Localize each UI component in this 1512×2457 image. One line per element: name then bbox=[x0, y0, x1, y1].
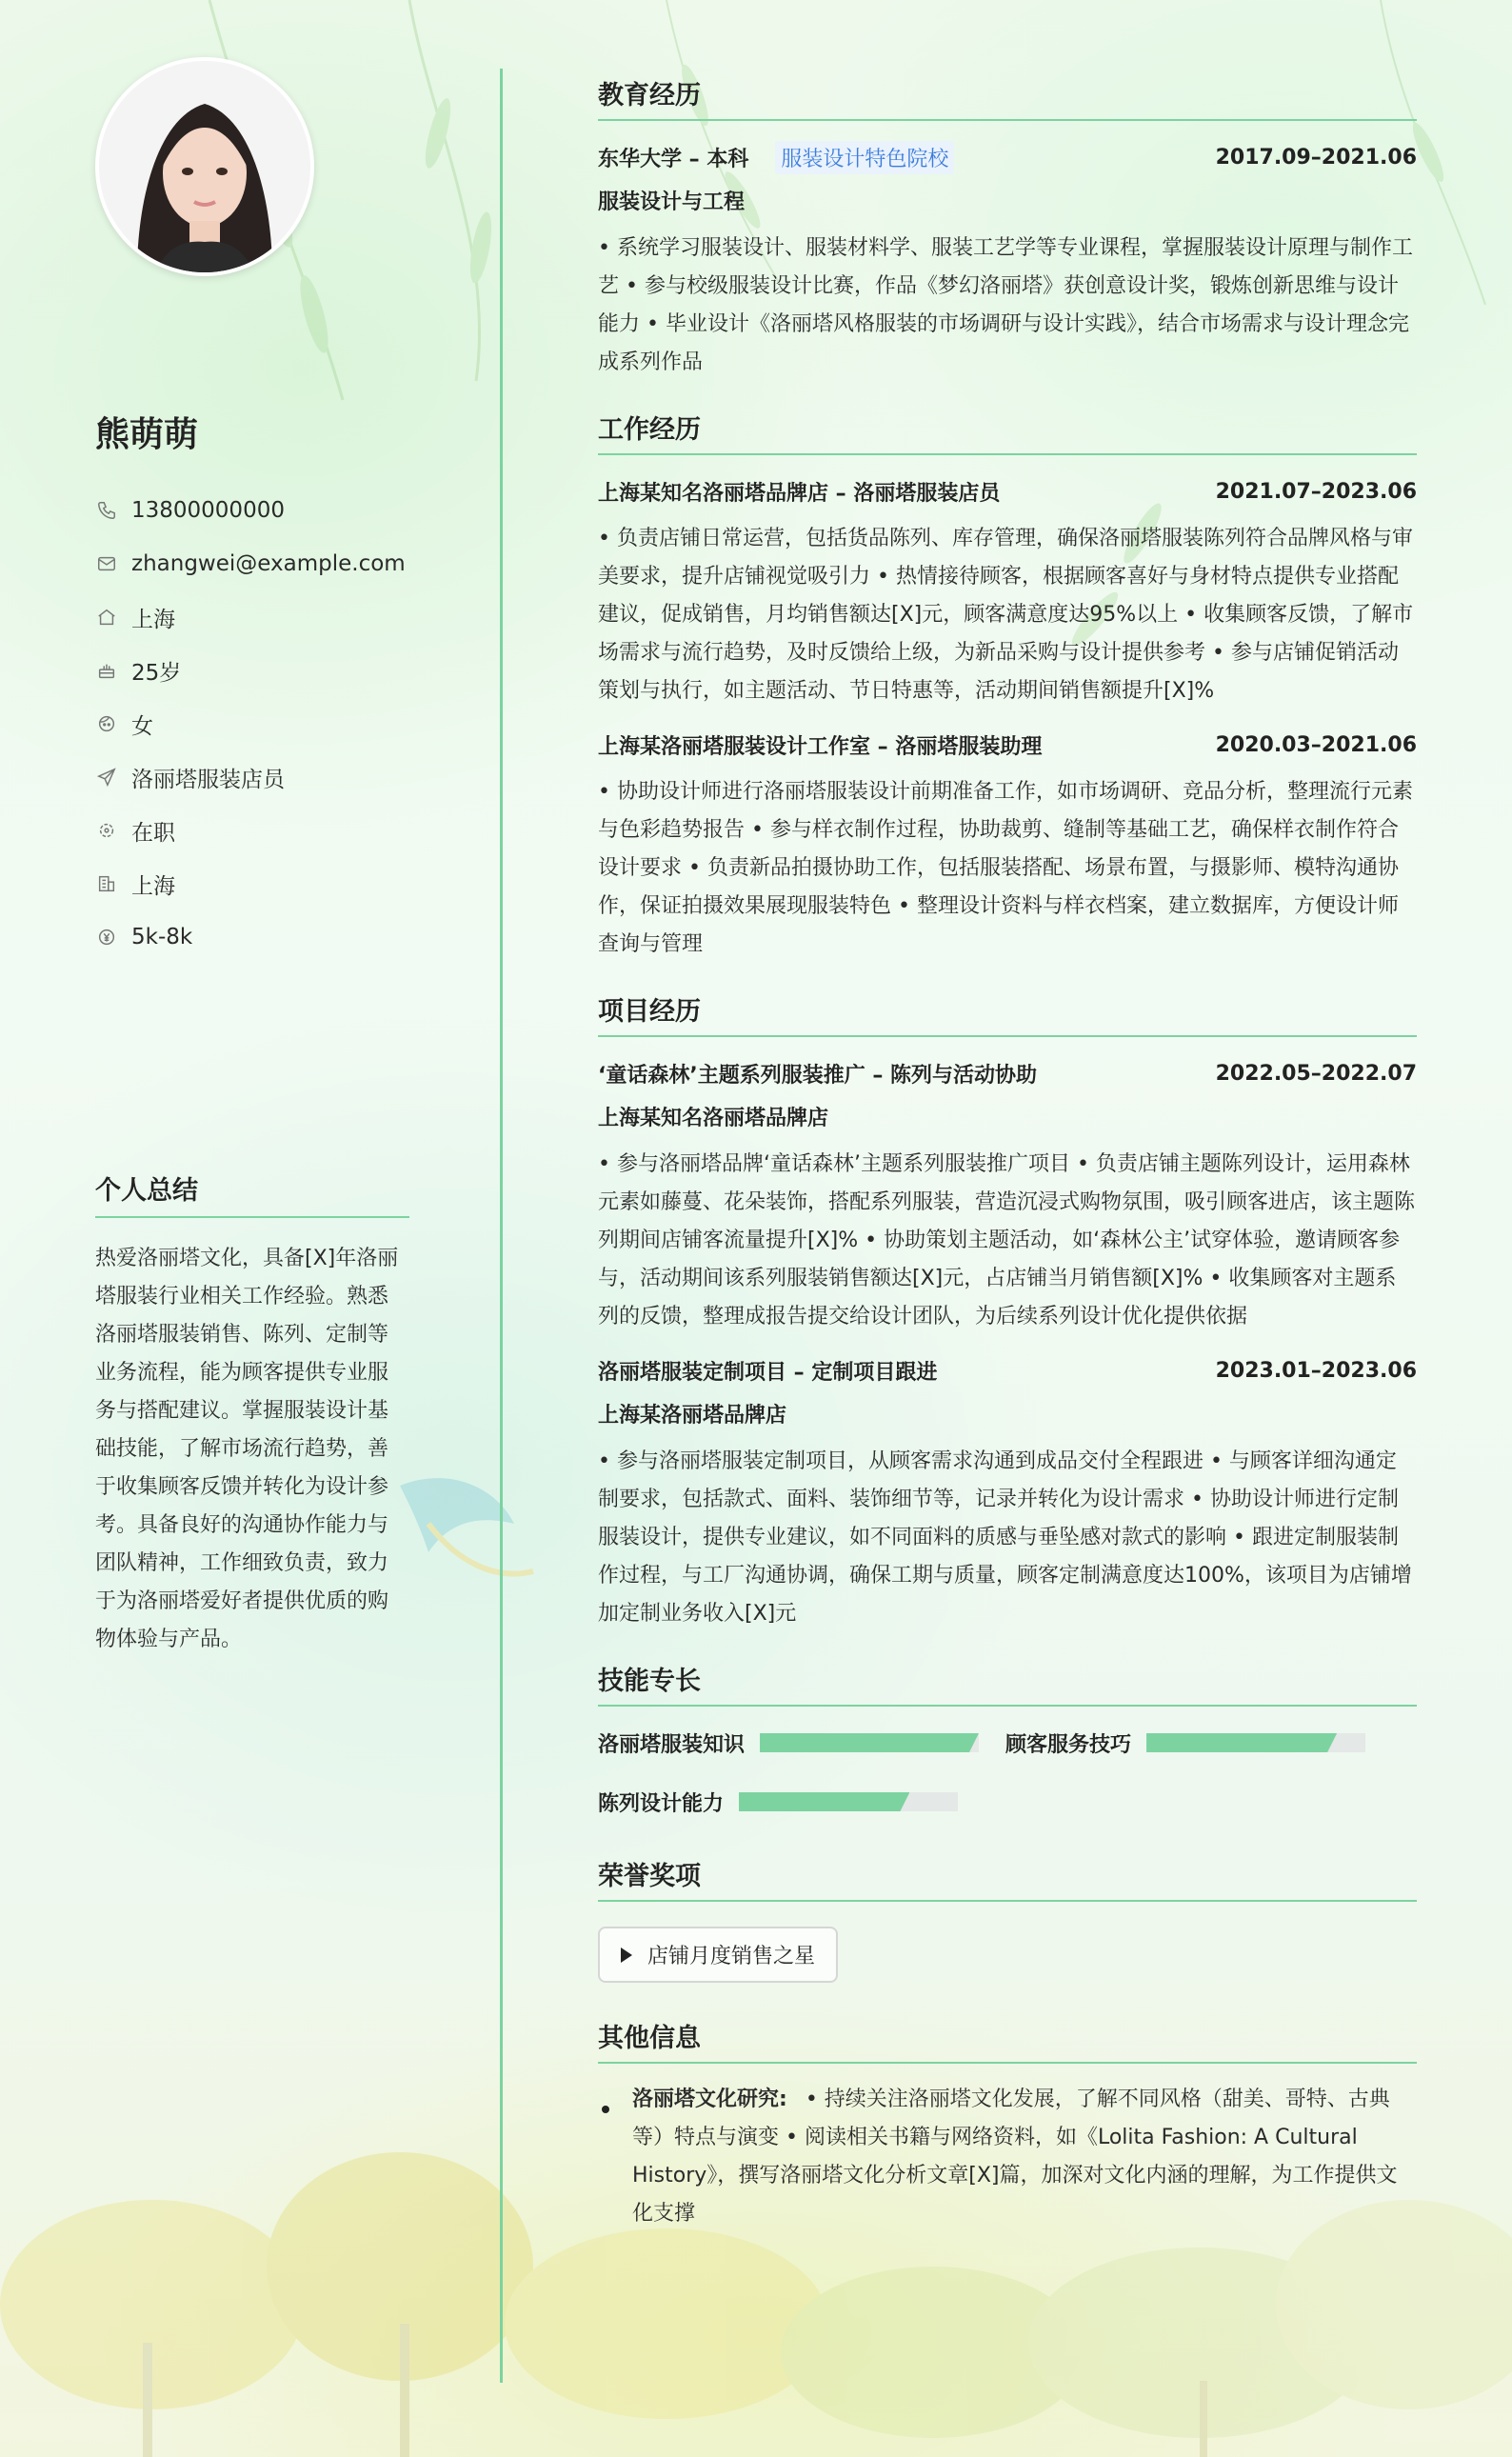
project-org: 上海某洛丽塔品牌店 bbox=[598, 1404, 787, 1428]
project-section bbox=[598, 990, 1417, 1633]
project-header bbox=[598, 1054, 1417, 1092]
avatar bbox=[95, 57, 314, 276]
awards-section bbox=[598, 1855, 1417, 1983]
summary-text: 热爱洛丽塔文化，具备[X]年洛丽塔服装行业相关工作经验。熟悉洛丽塔服装销售、陈列、定制等业务流程，能为顾客提供专业服务与搭配建议。掌握服装设计基础技能，了解市场流行趋势，善于收集顾客反馈并转化为设计参考。具备良好的沟通协作能力与团队精神，工作细致负责，致力于为洛丽塔爱好者提供优质的购物体验与产品。 bbox=[95, 1247, 399, 1651]
mail-icon bbox=[95, 552, 118, 575]
section-title: 工作经历 bbox=[598, 409, 1417, 455]
award-label: 店铺月度销售之星 bbox=[647, 1945, 816, 1968]
status-icon bbox=[95, 819, 118, 842]
cake-icon bbox=[95, 659, 118, 682]
work-description: • 协助设计师进行洛丽塔服装设计前期准备工作，如市场调研、竞品分析，整理流行元素与色彩趋势报告 • 参与样衣制作过程，协助裁剪、缝制等基础工艺，确保样衣制作符合设计要求 • 负责新品拍摄协助工作，包括服装搭配、场景布置，与摄影师、模特沟通协作，保证拍摄效果展现服装特色 • 整理设计资料与样衣档案，建立数据库，方便设计师查询与管理 bbox=[598, 780, 1413, 956]
play-icon bbox=[621, 1948, 632, 1963]
company-title: 上海某知名洛丽塔品牌店 – 洛丽塔服装店员 bbox=[598, 481, 1001, 506]
project-date: 2022.05–2022.07 bbox=[1215, 1061, 1417, 1086]
info-email bbox=[95, 537, 406, 590]
education-date: 2017.09–2021.06 bbox=[1215, 145, 1417, 170]
info-phone bbox=[95, 484, 406, 537]
work-header bbox=[598, 472, 1417, 510]
summary-heading: 个人总结 bbox=[95, 1169, 409, 1218]
candidate-name: 熊萌萌 bbox=[95, 415, 199, 454]
info-text: 5k-8k bbox=[131, 925, 193, 949]
avatar-portrait bbox=[99, 61, 310, 272]
skill-bar bbox=[760, 1733, 979, 1752]
work-header bbox=[598, 726, 1417, 764]
skill-name: 陈列设计能力 bbox=[598, 1791, 725, 1816]
info-text: 上海 bbox=[131, 607, 175, 632]
work-date: 2020.03–2021.06 bbox=[1215, 732, 1417, 757]
work-section bbox=[598, 409, 1417, 964]
info-text: 女 bbox=[131, 713, 153, 739]
main-content bbox=[598, 74, 1417, 2233]
section-title: 其他信息 bbox=[598, 2017, 1417, 2064]
skills-list bbox=[598, 1724, 1417, 1821]
skill-bar-fill bbox=[739, 1792, 909, 1811]
education-description: • 系统学习服装设计、服装材料学、服装工艺学等专业课程，掌握服装设计原理与制作工艺 • 参与校级服装设计比赛，作品《梦幻洛丽塔》获创意设计奖，锻炼创新思维与设计能力 • 毕业设计《洛丽塔风格服装的市场调研与设计实践》，结合市场需求与设计理念完成系列作品 bbox=[598, 236, 1413, 374]
info-text: 上海 bbox=[131, 873, 175, 899]
skill-bar bbox=[1146, 1733, 1365, 1752]
education-header bbox=[598, 138, 1417, 176]
info-city bbox=[95, 857, 406, 910]
info-text: 洛丽塔服装店员 bbox=[131, 767, 285, 792]
education-section bbox=[598, 74, 1417, 382]
section-title: 荣誉奖项 bbox=[598, 1855, 1417, 1902]
bullet-icon bbox=[602, 2106, 609, 2113]
salary-icon bbox=[95, 926, 118, 949]
skills-section bbox=[598, 1660, 1417, 1821]
info-text: 在职 bbox=[131, 820, 175, 846]
list-item bbox=[598, 2081, 1417, 2233]
other-text: • 持续关注洛丽塔文化发展，了解不同风格（甜美、哥特、古典等）特点与演变 • 阅读相关书籍与网络资料，如《Lolita Fashion: A Cultural History》，撰写洛丽塔文化分析文章[X]篇，加深对文化内涵的理解，为工作提供文化支撑 bbox=[632, 2087, 1398, 2226]
project-description: • 参与洛丽塔服装定制项目，从顾客需求沟通到成品交付全程跟进 • 与顾客详细沟通定制要求，包括款式、面料、装饰细节等，记录并转化为设计需求 • 协助设计师进行定制服装设计，提供专业建议，如不同面料的质感与垂坠感对款式的影响 • 跟进定制服装制作过程，与工厂沟通协调，确保工期与质量，顾客定制满意度达100%，该项目为店铺增加定制业务收入[X]元 bbox=[598, 1449, 1412, 1626]
info-age bbox=[95, 644, 406, 697]
project-name: ‘童话森林’主题系列服装推广 – 陈列与活动协助 bbox=[598, 1063, 1038, 1088]
project-name: 洛丽塔服装定制项目 – 定制项目跟进 bbox=[598, 1360, 938, 1385]
award-badge[interactable] bbox=[598, 1927, 838, 1983]
section-title: 项目经历 bbox=[598, 990, 1417, 1037]
info-position bbox=[95, 750, 406, 804]
info-salary bbox=[95, 910, 406, 964]
section-title: 技能专长 bbox=[598, 1660, 1417, 1707]
section-title: 教育经历 bbox=[598, 74, 1417, 121]
skill-name: 洛丽塔服装知识 bbox=[598, 1732, 746, 1757]
contact-info-list bbox=[95, 484, 406, 964]
home-icon bbox=[95, 606, 118, 629]
building-icon bbox=[95, 872, 118, 895]
skill-bar-fill bbox=[760, 1733, 979, 1752]
other-label: 洛丽塔文化研究: bbox=[632, 2087, 787, 2111]
info-text: zhangwei@example.com bbox=[131, 551, 406, 576]
info-text: 13800000000 bbox=[131, 498, 285, 523]
work-description: • 负责店铺日常运营，包括货品陈列、库存管理，确保洛丽塔服装陈列符合品牌风格与审美要求，提升店铺视觉吸引力 • 热情接待顾客，根据顾客喜好与身材特点提供专业搭配建议，促成销售，月均销售额达[X]元，顾客满意度达95%以上 • 收集顾客反馈，了解市场需求与流行趋势，及时反馈给上级，为新品采购与设计提供参考 • 参与店铺促销活动策划与执行，如主题活动、节日特惠等，活动期间销售额提升[X]% bbox=[598, 527, 1414, 703]
info-location bbox=[95, 590, 406, 644]
project-header bbox=[598, 1351, 1417, 1389]
skill-bar-fill bbox=[1146, 1733, 1337, 1752]
phone-icon bbox=[95, 499, 118, 522]
skill-item bbox=[598, 1724, 979, 1762]
company-title: 上海某洛丽塔服装设计工作室 – 洛丽塔服装助理 bbox=[598, 734, 1043, 759]
project-description: • 参与洛丽塔品牌‘童话森林’主题系列服装推广项目 • 负责店铺主题陈列设计，运用森林元素如藤蔓、花朵装饰，搭配系列服装，营造沉浸式购物氛围，吸引顾客进店，该主题陈列期间店铺客流量提升[X]% • 协助策划主题活动，如‘森林公主’试穿体验，邀请顾客参与，活动期间该系列服装销售额达[X]元，占店铺当月销售额[X]% • 收集顾客对主题系列的反馈，整理成报告提交给设计团队，为后续系列设计优化提供依据 bbox=[598, 1152, 1416, 1328]
skill-item bbox=[1005, 1724, 1365, 1762]
skill-bar bbox=[739, 1792, 958, 1811]
project-date: 2023.01–2023.06 bbox=[1215, 1358, 1417, 1383]
major: 服装设计与工程 bbox=[598, 190, 746, 214]
send-icon bbox=[95, 766, 118, 789]
info-text: 25岁 bbox=[131, 660, 182, 686]
other-section bbox=[598, 2017, 1417, 2233]
school-name: 东华大学 – 本科 bbox=[598, 147, 749, 171]
gender-icon bbox=[95, 712, 118, 735]
skill-item bbox=[598, 1783, 958, 1821]
school-tag: 服装设计特色院校 bbox=[775, 141, 954, 174]
info-gender bbox=[95, 697, 406, 750]
project-org: 上海某知名洛丽塔品牌店 bbox=[598, 1107, 829, 1130]
skill-name: 顾客服务技巧 bbox=[1005, 1732, 1132, 1757]
column-divider bbox=[500, 69, 503, 2383]
work-date: 2021.07–2023.06 bbox=[1215, 479, 1417, 504]
info-status bbox=[95, 804, 406, 857]
